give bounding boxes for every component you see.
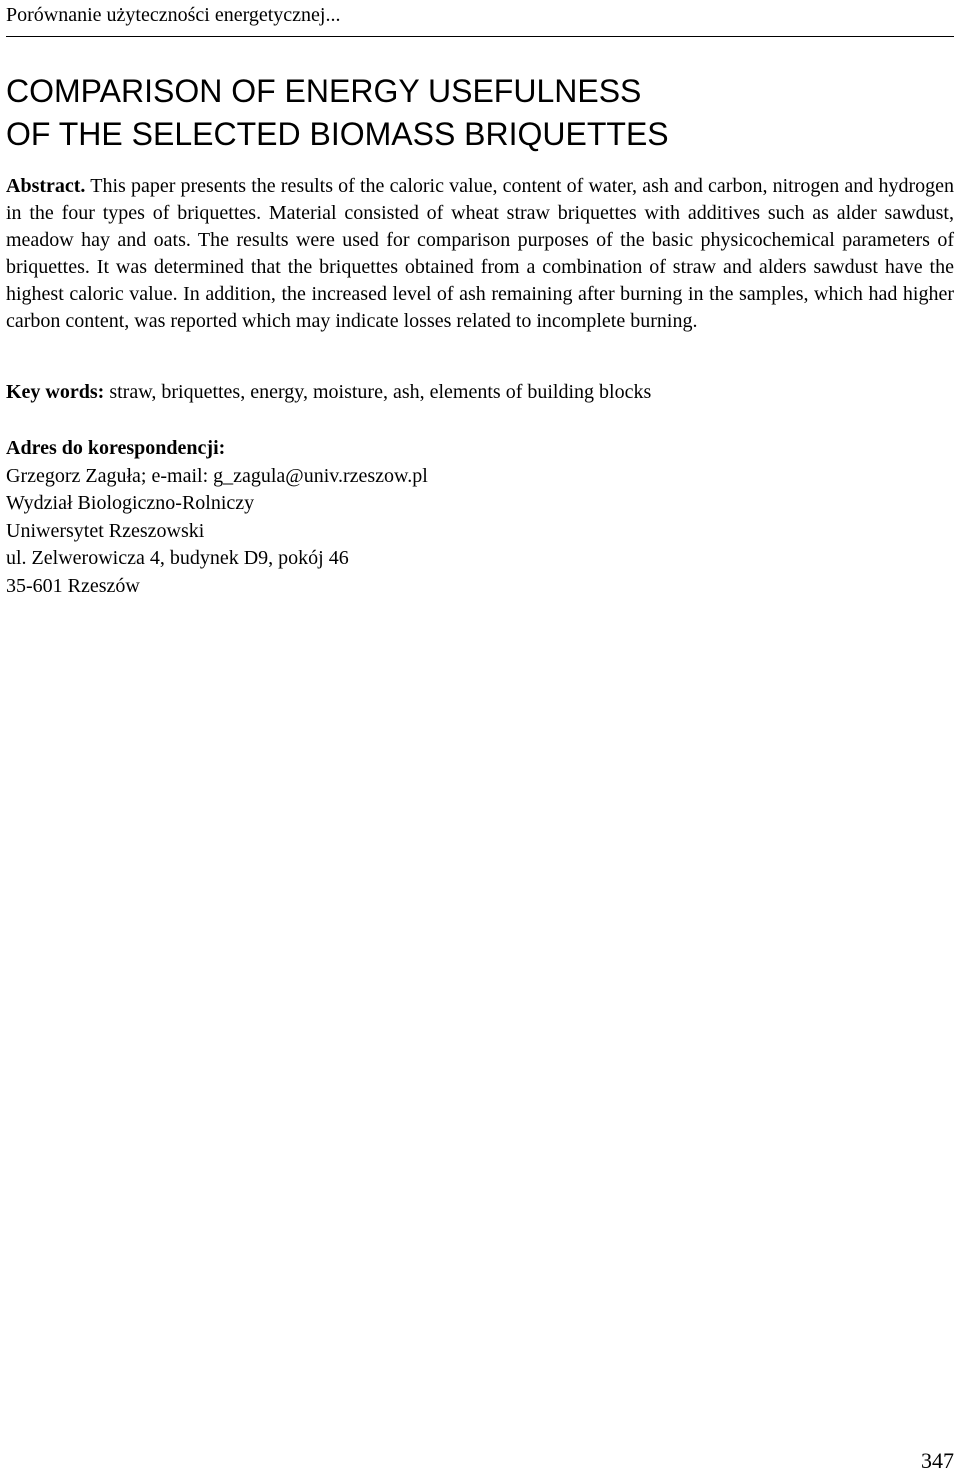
correspondence-block bbox=[6, 435, 954, 600]
abstract bbox=[6, 173, 954, 335]
correspondence-author-email: Grzegorz Zaguła; e-mail: g_zagula@univ.rzeszow.pl bbox=[6, 464, 428, 487]
paper-title bbox=[6, 70, 946, 156]
header-rule bbox=[6, 36, 954, 37]
keywords bbox=[6, 379, 954, 406]
keywords-text: straw, briquettes, energy, moisture, ash, elements of building blocks bbox=[109, 381, 652, 403]
running-header: Porównanie użyteczności energetycznej... bbox=[6, 4, 341, 26]
correspondence-street: ul. Zelwerowicza 4, budynek D9, pokój 46 bbox=[6, 547, 349, 569]
correspondence-faculty: Wydział Biologiczno-Rolniczy bbox=[6, 492, 255, 514]
abstract-label: Abstract. bbox=[6, 175, 86, 197]
correspondence-label: Adres do korespondencji: bbox=[6, 437, 226, 459]
keywords-label: Key words: bbox=[6, 381, 105, 403]
paper-title-line-1: COMPARISON OF ENERGY USEFULNESS bbox=[6, 73, 642, 109]
abstract-text: This paper presents the results of the caloric value, content of water, ash and carbon, nitrogen and hydrogen in the four types of briquettes. Material consisted of wheat straw briquettes with additives such as alder sawdust, meadow hay and oats. The results were used for comparison purposes of the basic physicochemical parameters of briquettes. It was determined that the briquettes obtained from a combination of straw and alders sawdust have the highest caloric value. In addition, the increased level of ash remaining after burning in the samples, which had higher carbon content, was reported which may indicate losses related to incomplete burning. bbox=[6, 175, 954, 332]
correspondence-university: Uniwersytet Rzeszowski bbox=[6, 519, 205, 542]
paper-title-line-2: OF THE SELECTED BIOMASS BRIQUETTES bbox=[6, 116, 669, 152]
correspondence-city: 35-601 Rzeszów bbox=[6, 574, 140, 597]
page-number: 347 bbox=[921, 1448, 954, 1473]
